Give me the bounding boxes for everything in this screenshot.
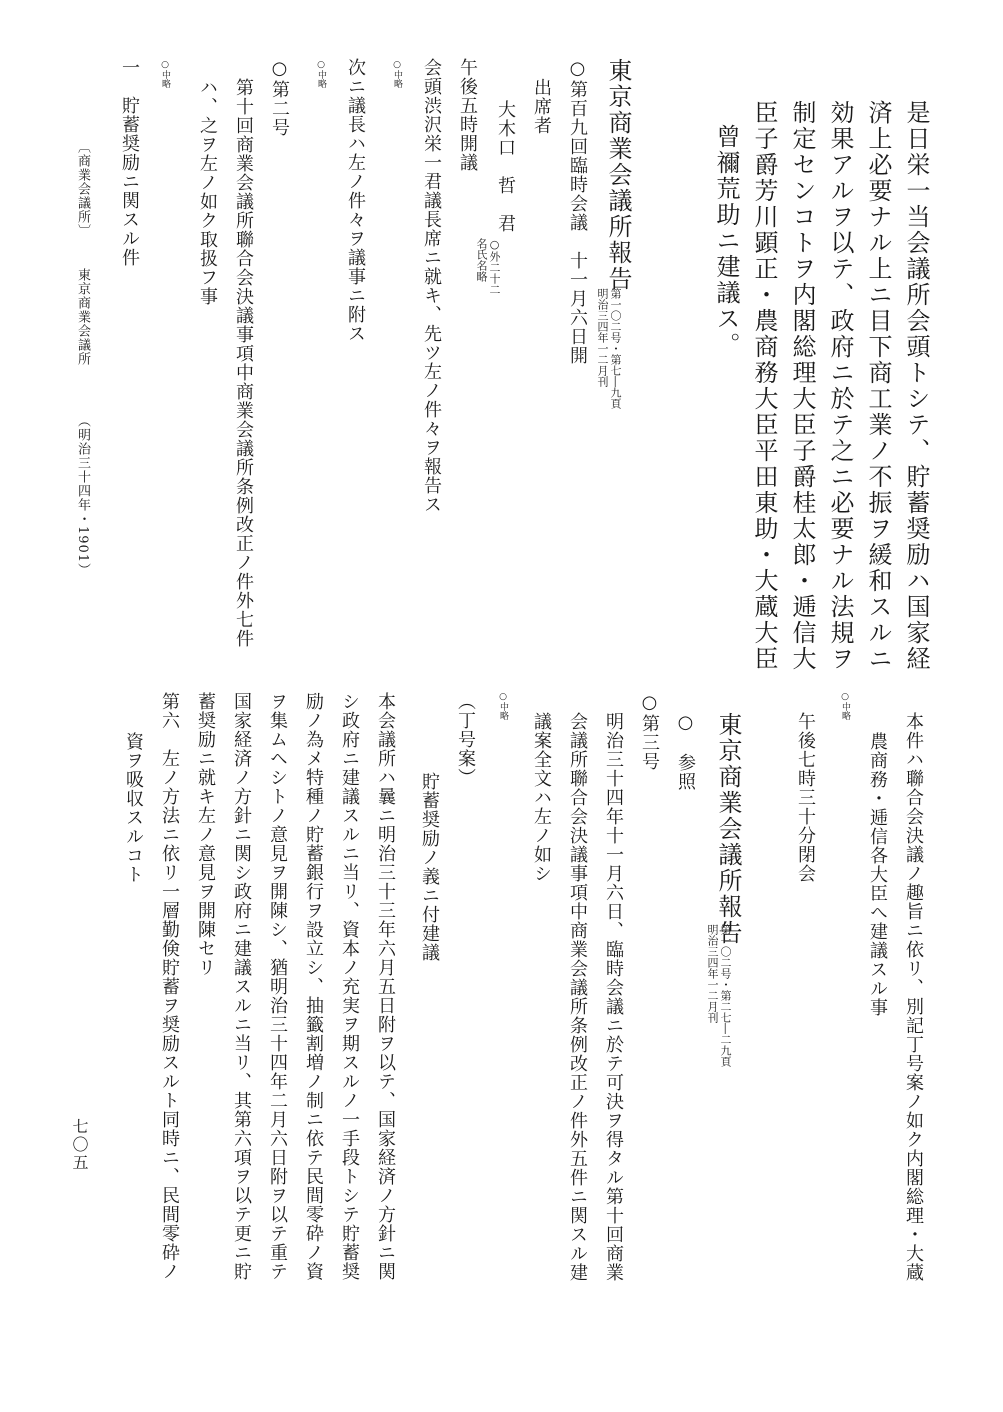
proposal-line: 励ノ為メ特種ノ貯蓄銀行ヲ設立シ、抽籤割増ノ制ニ依テ民間零砕ノ資 bbox=[303, 692, 324, 1281]
item-3-line: 議案全文ハ左ノ如シ bbox=[531, 712, 552, 883]
attendee-note-line: 名氏名略 bbox=[475, 238, 488, 282]
footer-section: 〔商業会議所〕 bbox=[75, 140, 90, 238]
attendee-note bbox=[475, 238, 501, 295]
item-one: 一 貯蓄奨励ニ関スル件 bbox=[119, 58, 140, 267]
proposal-line: 国家経済ノ方針ニ関シ政府ニ建議スルニ当リ、其第六項ヲ以テ更ニ貯 bbox=[231, 692, 252, 1281]
meeting-heading: ○第百九回臨時会議 十一月六日開 bbox=[567, 58, 588, 365]
proposal-line: 蓄奨励ニ就キ左ノ意見ヲ開陳セリ bbox=[195, 692, 216, 977]
draft-label: （丁号案） bbox=[455, 692, 476, 787]
footer-organization: 東京商業会議所 bbox=[75, 268, 90, 366]
footer-year: （明治三十四年・1901） bbox=[75, 414, 90, 578]
sixth-item-continued: 資ヲ吸収スルコト bbox=[123, 732, 144, 884]
source-reference-line: 第一〇二号・第二七―二九頁 bbox=[719, 924, 732, 1067]
attendee-note-line: ○外二十二 bbox=[488, 238, 501, 295]
proposal-line: 本会議所ハ曩ニ明治三十三年六月五日附ヲ以テ、国家経済ノ方針ニ関 bbox=[375, 692, 396, 1281]
source-reference-line: 明治三四年一二月刊 bbox=[596, 288, 609, 387]
para-line-1: 是日栄一当会議所会頭トシテ、貯蓄奨励ハ国家経 bbox=[902, 100, 930, 672]
proposal-title: 貯蓄奨励ノ義ニ付建議 bbox=[419, 772, 440, 962]
reference-heading: ○ 参照 bbox=[675, 712, 696, 791]
proposal-line: ヲ集ムヘシトノ意見ヲ開陳シ、猶明治三十四年二月六日附ヲ以テ重テ bbox=[267, 692, 288, 1281]
omission-mark: ○中略 bbox=[316, 60, 326, 88]
item-3-line: 会議所聯合会決議事項中商業会議所条例改正ノ件外五件ニ関スル建 bbox=[567, 712, 588, 1282]
resolution-line-1: 本件ハ聯合会決議ノ趣旨ニ依リ、別記丁号案ノ如ク内閣総理・大蔵 bbox=[903, 712, 924, 1282]
proposal-line: シ政府ニ建議スルニ当リ、資本ノ充実ヲ期スルノ一手段トシテ貯蓄奨 bbox=[339, 692, 360, 1281]
source-title: 東京商業会議所報告 bbox=[604, 58, 632, 292]
chair-statement: 会頭渋沢栄一君議長席ニ就キ、先ツ左ノ件々ヲ報告ス bbox=[421, 58, 442, 514]
para-line-4: 制定センコトヲ内閣総理大臣子爵桂太郎・逓信大 bbox=[788, 100, 816, 672]
sixth-item: 第六 左ノ方法ニ依リ一層勤倹貯蓄ヲ奨励スルト同時ニ、民間零砕ノ bbox=[159, 692, 180, 1281]
source-reference bbox=[596, 288, 622, 409]
page-number: 七〇五 bbox=[70, 1118, 89, 1172]
para-line-6: 曾禰荒助ニ建議ス。 bbox=[712, 124, 740, 358]
para-line-5: 臣子爵芳川顕正・農商務大臣平田東助・大蔵大臣 bbox=[750, 100, 778, 672]
next-agenda: 次ニ議長ハ左ノ件々ヲ議事ニ附ス bbox=[345, 58, 366, 343]
para-line-3: 効果アルヲ以テ、政府ニ於テ之ニ必要ナル法規ヲ bbox=[826, 100, 854, 672]
item-2-text: 第十回商業会議所聯合会決議事項中商業会議所条例改正ノ件外七件 bbox=[233, 78, 254, 648]
source-reference-line: 明治三四年一二月刊 bbox=[706, 924, 719, 1023]
closing-time: 午後七時三十分閉会 bbox=[795, 712, 816, 883]
item-2-heading: ○第二号 bbox=[269, 58, 290, 137]
omission-mark: ○中略 bbox=[392, 60, 402, 88]
attendee: 大木口 哲 君 bbox=[495, 100, 516, 233]
attendance-label: 出席者 bbox=[531, 78, 552, 135]
para-line-2: 済上必要ナル上ニ目下商工業ノ不振ヲ緩和スルニ bbox=[864, 100, 892, 672]
item-3-line: 明治三十四年十一月六日、臨時会議ニ於テ可決ヲ得タル第十回商業 bbox=[603, 712, 624, 1282]
source-reference-2 bbox=[706, 924, 732, 1067]
omission-mark: ○中略 bbox=[840, 692, 850, 720]
opening-time: 午後五時開議 bbox=[457, 58, 478, 172]
omission-mark: ○中略 bbox=[498, 692, 508, 720]
item-2-handling: ハ、之ヲ左ノ如ク取扱フ事 bbox=[197, 78, 218, 306]
source-title-2: 東京商業会議所報告 bbox=[714, 712, 742, 946]
omission-mark: ○中略 bbox=[160, 60, 170, 88]
item-3-heading: ○第三号 bbox=[639, 692, 660, 771]
resolution-line-2: 農商務・逓信各大臣へ建議スル事 bbox=[867, 732, 888, 1017]
source-reference-line: 第一〇二号・第七―九頁 bbox=[609, 288, 622, 409]
